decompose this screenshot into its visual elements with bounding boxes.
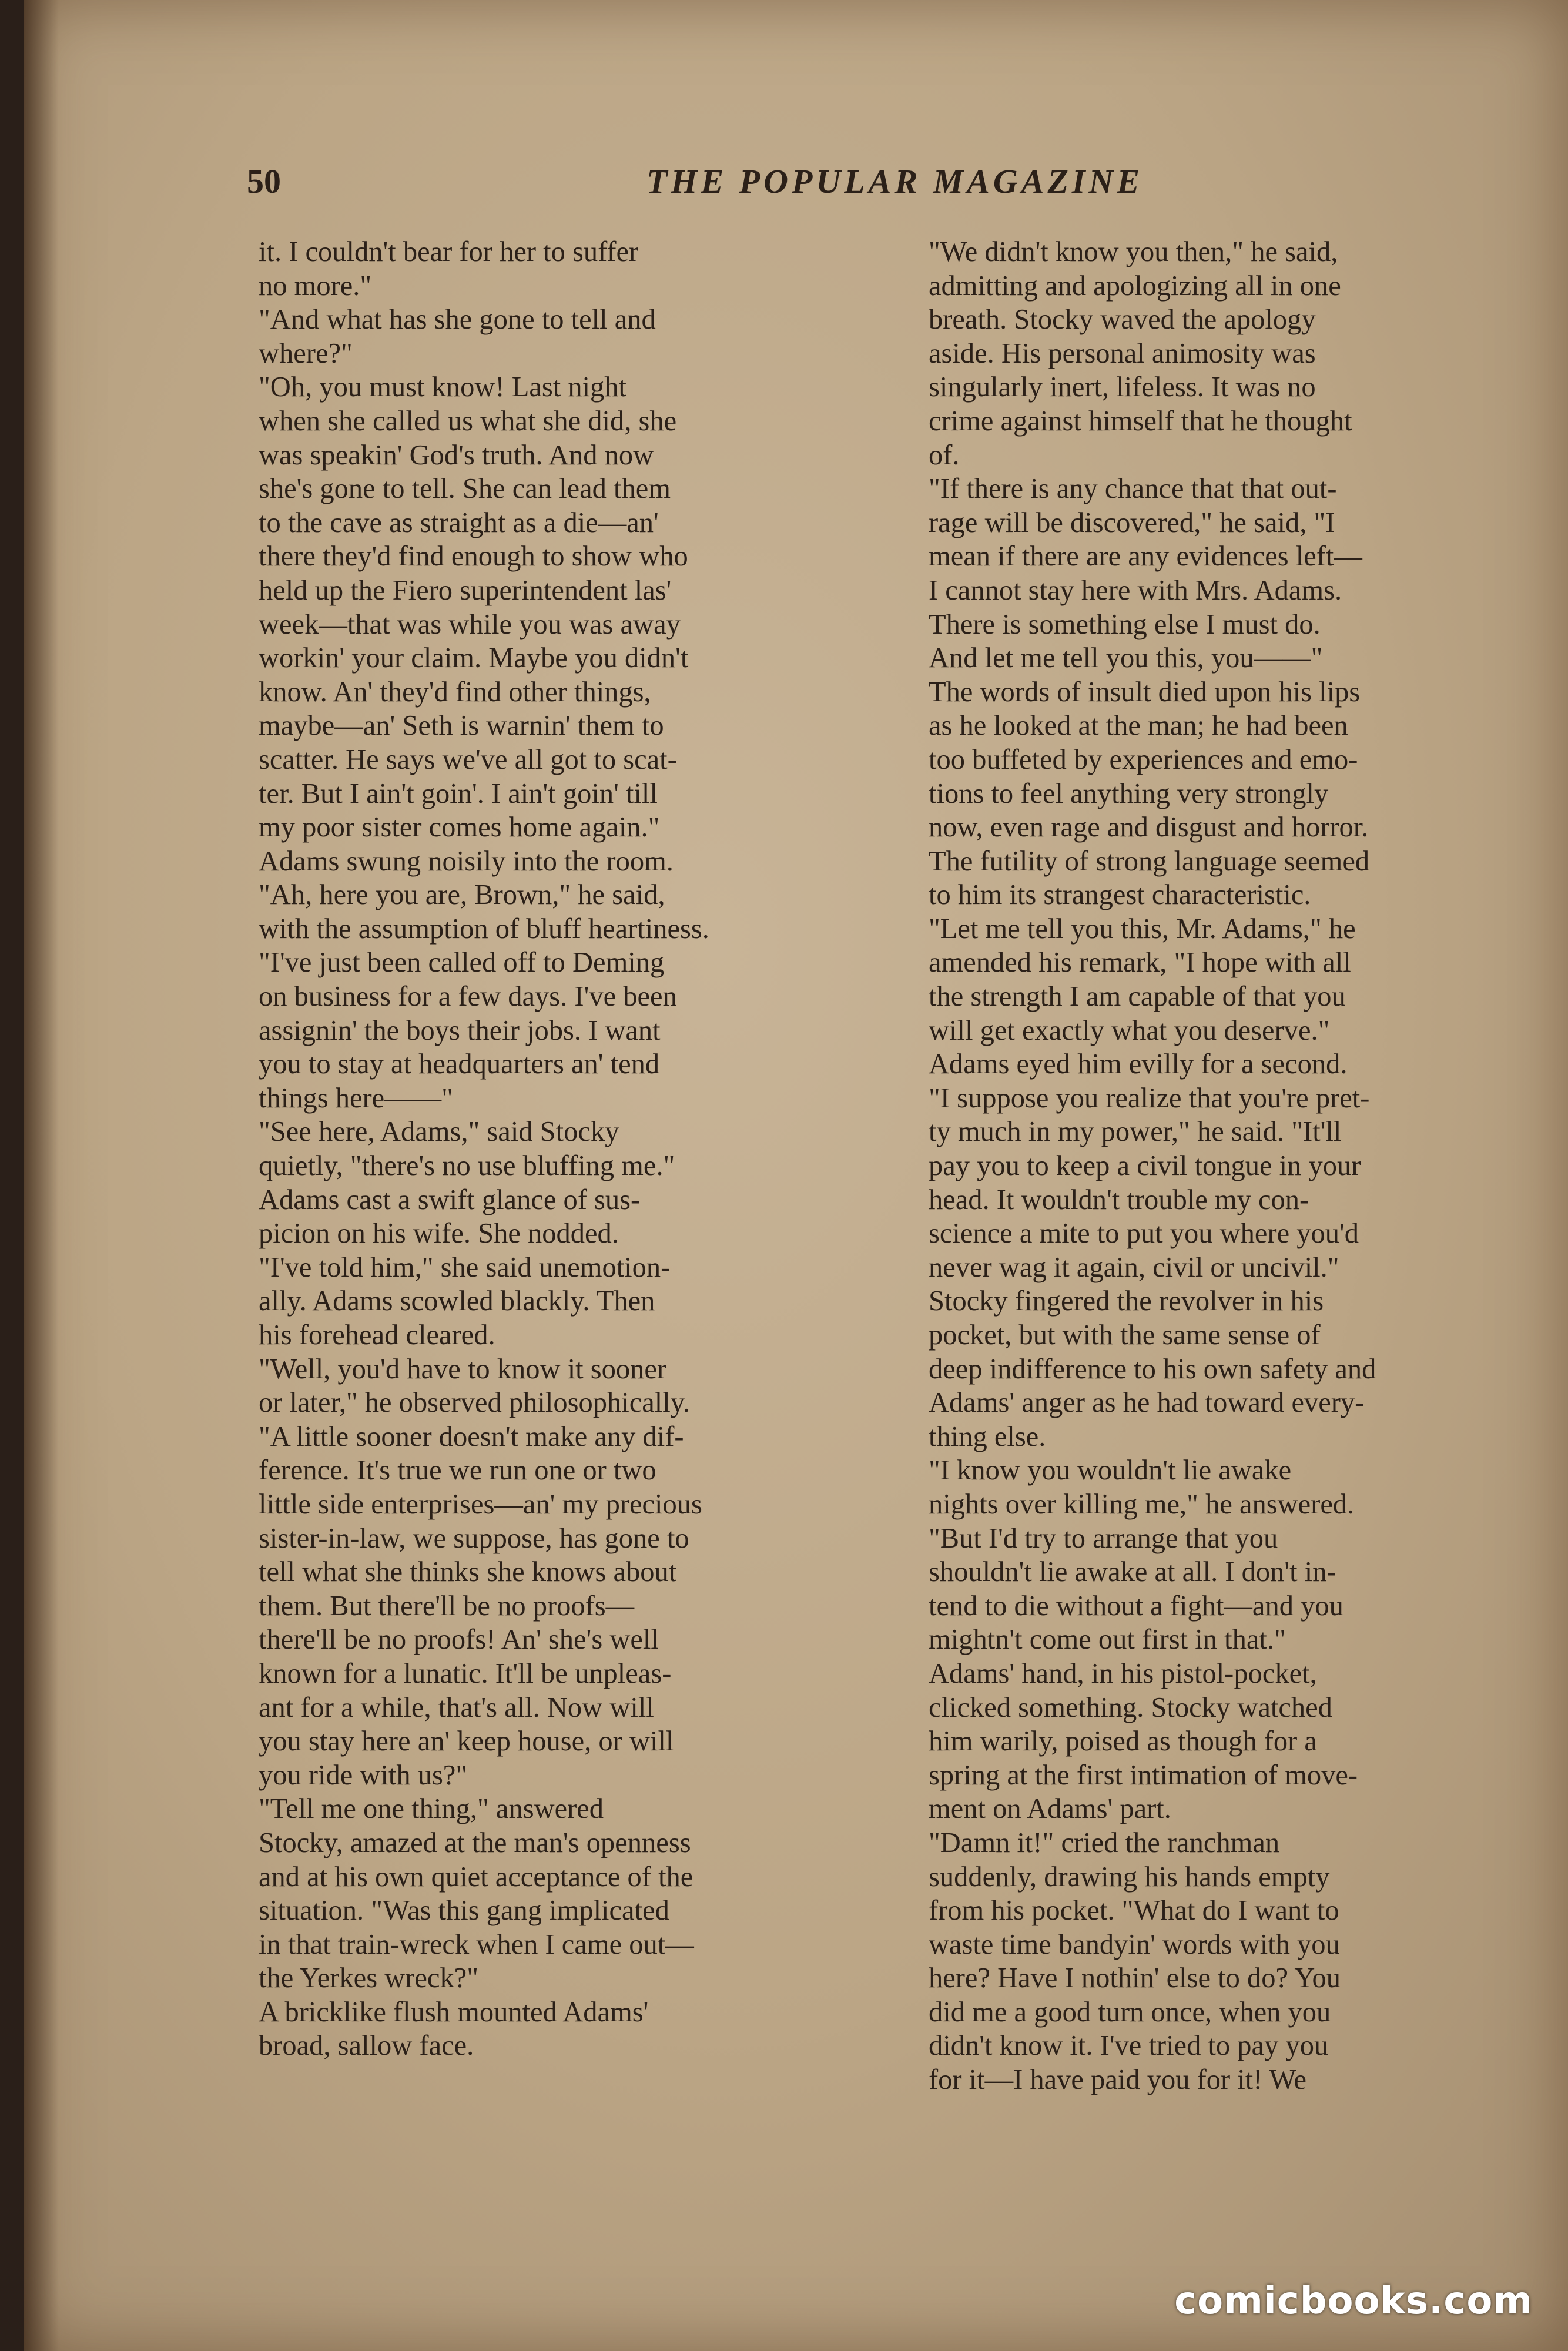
text-line: from his pocket. "What do I want to [929, 1895, 1339, 1927]
text-line: "Well, you'd have to know it sooner [259, 1353, 667, 1385]
text-line: maybe—an' Seth is warnin' them to [259, 710, 664, 742]
text-line: spring at the first intimation of move- [929, 1759, 1358, 1791]
text-line: Adams' anger as he had toward every- [929, 1387, 1365, 1419]
text-line: "Tell me one thing," answered [259, 1793, 604, 1825]
text-line: ty much in my power," he said. "It'll [929, 1116, 1342, 1148]
right-text-column [929, 235, 1568, 2097]
text-line: A bricklike flush mounted Adams' [259, 1996, 649, 2028]
text-line: rage will be discovered," he said, "I [929, 507, 1335, 538]
text-line: did me a good turn once, when you [929, 1996, 1331, 2028]
text-line: breath. Stocky waved the apology [929, 304, 1316, 336]
text-line: Stocky fingered the revolver in his [929, 1285, 1324, 1317]
text-line: The futility of strong language seemed [929, 845, 1370, 877]
text-line: "Let me tell you this, Mr. Adams," he [929, 913, 1356, 945]
text-line: week—that was while you was away [259, 608, 681, 640]
text-line: never wag it again, civil or uncivil." [929, 1251, 1339, 1283]
text-line: "I know you wouldn't lie awake [929, 1455, 1292, 1486]
text-line: pay you to keep a civil tongue in your [929, 1150, 1361, 1182]
magazine-title: THE POPULAR MAGAZINE [646, 162, 1144, 200]
text-line: or later," he observed philosophically. [259, 1387, 690, 1419]
text-line: and at his own quiet acceptance of the [259, 1861, 693, 1893]
text-line: science a mite to put you where you'd [929, 1218, 1359, 1250]
text-line: when she called us what she did, she [259, 405, 677, 437]
text-line: tell what she thinks she knows about [259, 1556, 677, 1588]
text-line: held up the Fiero superintendent las' [259, 574, 672, 606]
text-line: to the cave as straight as a die—an' [259, 507, 659, 538]
text-line: assignin' the boys their jobs. I want [259, 1014, 661, 1046]
text-line: my poor sister comes home again." [259, 812, 660, 843]
left-text-column [259, 235, 899, 2063]
text-line: thing else. [929, 1421, 1046, 1452]
text-line: there they'd find enough to show who [259, 541, 688, 572]
text-line: "I've just been called off to Deming [259, 947, 665, 979]
text-line: Adams cast a swift glance of sus- [259, 1184, 641, 1215]
text-line: "Oh, you must know! Last night [259, 371, 627, 403]
text-line: nights over killing me," he answered. [929, 1488, 1355, 1520]
text-line: of. [929, 439, 960, 471]
text-line: she's gone to tell. She can lead them [259, 473, 671, 505]
text-line: as he looked at the man; he had been [929, 710, 1348, 742]
text-line: "A little sooner doesn't make any dif- [259, 1421, 684, 1452]
text-line: with the assumption of bluff heartiness. [259, 913, 709, 945]
text-line: tend to die without a fight—and you [929, 1590, 1343, 1622]
text-line: there'll be no proofs! An' she's well [259, 1624, 659, 1656]
magazine-page [24, 0, 1568, 2351]
text-line: broad, sallow face. [259, 2030, 474, 2062]
text-line: mean if there are any evidences left— [929, 541, 1362, 572]
text-line: things here——" [259, 1082, 453, 1114]
text-line: waste time bandyin' words with you [929, 1928, 1340, 1960]
text-line: now, even rage and disgust and horror. [929, 812, 1369, 843]
text-line: quietly, "there's no use bluffing me." [259, 1150, 675, 1182]
text-line: And let me tell you this, you——" [929, 642, 1323, 674]
page-header [247, 162, 1568, 215]
text-line: to him its strangest characteristic. [929, 879, 1311, 911]
text-line: "I've told him," she said unemotion- [259, 1251, 671, 1283]
text-line: "If there is any chance that that out- [929, 473, 1337, 505]
text-line: ment on Adams' part. [929, 1793, 1171, 1825]
text-line: ference. It's true we run one or two [259, 1455, 656, 1486]
text-line: singularly inert, lifeless. It was no [929, 371, 1316, 403]
text-line: his forehead cleared. [259, 1319, 495, 1351]
text-line: aside. His personal animosity was [929, 337, 1316, 369]
text-line: in that train-wreck when I came out— [259, 1928, 694, 1960]
text-line: little side enterprises—an' my precious [259, 1488, 702, 1520]
text-line: you to stay at headquarters an' tend [259, 1049, 660, 1080]
text-line: "I suppose you realize that you're pret- [929, 1082, 1370, 1114]
text-line: was speakin' God's truth. And now [259, 439, 654, 471]
text-line: The words of insult died upon his lips [929, 676, 1361, 708]
text-line: the Yerkes wreck?" [259, 1962, 479, 1994]
page-number: 50 [247, 162, 281, 200]
text-line: here? Have I nothin' else to do? You [929, 1962, 1341, 1994]
text-line: ant for a while, that's all. Now will [259, 1692, 654, 1723]
text-line: too buffeted by experiences and emo- [929, 744, 1358, 775]
text-line: workin' your claim. Maybe you didn't [259, 642, 689, 674]
text-line: the strength I am capable of that you [929, 981, 1346, 1013]
text-line: clicked something. Stocky watched [929, 1692, 1332, 1723]
text-line: sister-in-law, we suppose, has gone to [259, 1522, 689, 1554]
text-line: I cannot stay here with Mrs. Adams. [929, 574, 1342, 606]
text-line: Adams eyed him evilly for a second. [929, 1049, 1348, 1080]
text-line: know. An' they'd find other things, [259, 676, 651, 708]
text-line: Stocky, amazed at the man's openness [259, 1827, 691, 1858]
text-line: "Ah, here you are, Brown," he said, [259, 879, 665, 911]
text-line: will get exactly what you deserve." [929, 1014, 1330, 1046]
text-line: for it—I have paid you for it! We [929, 2064, 1307, 2096]
text-line: pocket, but with the same sense of [929, 1319, 1321, 1351]
text-line: "But I'd try to arrange that you [929, 1522, 1278, 1554]
text-line: deep indifference to his own safety and [929, 1353, 1376, 1385]
text-line: "We didn't know you then," he said, [929, 236, 1338, 267]
text-line: suddenly, drawing his hands empty [929, 1861, 1330, 1893]
text-line: "See here, Adams," said Stocky [259, 1116, 619, 1148]
text-line: admitting and apologizing all in one [929, 270, 1341, 302]
text-line: him warily, poised as though for a [929, 1726, 1317, 1757]
text-line: on business for a few days. I've been [259, 981, 677, 1013]
text-line: where?" [259, 337, 353, 369]
text-line: them. But there'll be no proofs— [259, 1590, 635, 1622]
text-line: you stay here an' keep house, or will [259, 1726, 674, 1757]
text-line: crime against himself that he thought [929, 405, 1352, 437]
text-line: ter. But I ain't goin'. I ain't goin' till [259, 778, 658, 809]
text-line: scatter. He says we've all got to scat- [259, 744, 677, 775]
text-line: Adams swung noisily into the room. [259, 845, 674, 877]
site-watermark: comicbooks.com [1174, 2279, 1533, 2323]
text-line: There is something else I must do. [929, 608, 1321, 640]
text-line: it. I couldn't bear for her to suffer [259, 236, 639, 267]
text-line: situation. "Was this gang implicated [259, 1895, 669, 1927]
text-line: you ride with us?" [259, 1759, 468, 1791]
text-line: head. It wouldn't trouble my con- [929, 1184, 1309, 1215]
text-line: shouldn't lie awake at all. I don't in- [929, 1556, 1336, 1588]
text-line: known for a lunatic. It'll be unpleas- [259, 1657, 672, 1689]
text-line: picion on his wife. She nodded. [259, 1218, 619, 1250]
spine-shadow [24, 0, 59, 2351]
text-line: ally. Adams scowled blackly. Then [259, 1285, 655, 1317]
text-line: "And what has she gone to tell and [259, 304, 656, 336]
text-line: tions to feel anything very strongly [929, 778, 1329, 809]
text-line: "Damn it!" cried the ranchman [929, 1827, 1280, 1858]
text-line: amended his remark, "I hope with all [929, 947, 1351, 979]
text-line: no more." [259, 270, 372, 302]
text-line: didn't know it. I've tried to pay you [929, 2030, 1329, 2062]
text-line: Adams' hand, in his pistol-pocket, [929, 1657, 1317, 1689]
text-line: mightn't come out first in that." [929, 1624, 1286, 1656]
